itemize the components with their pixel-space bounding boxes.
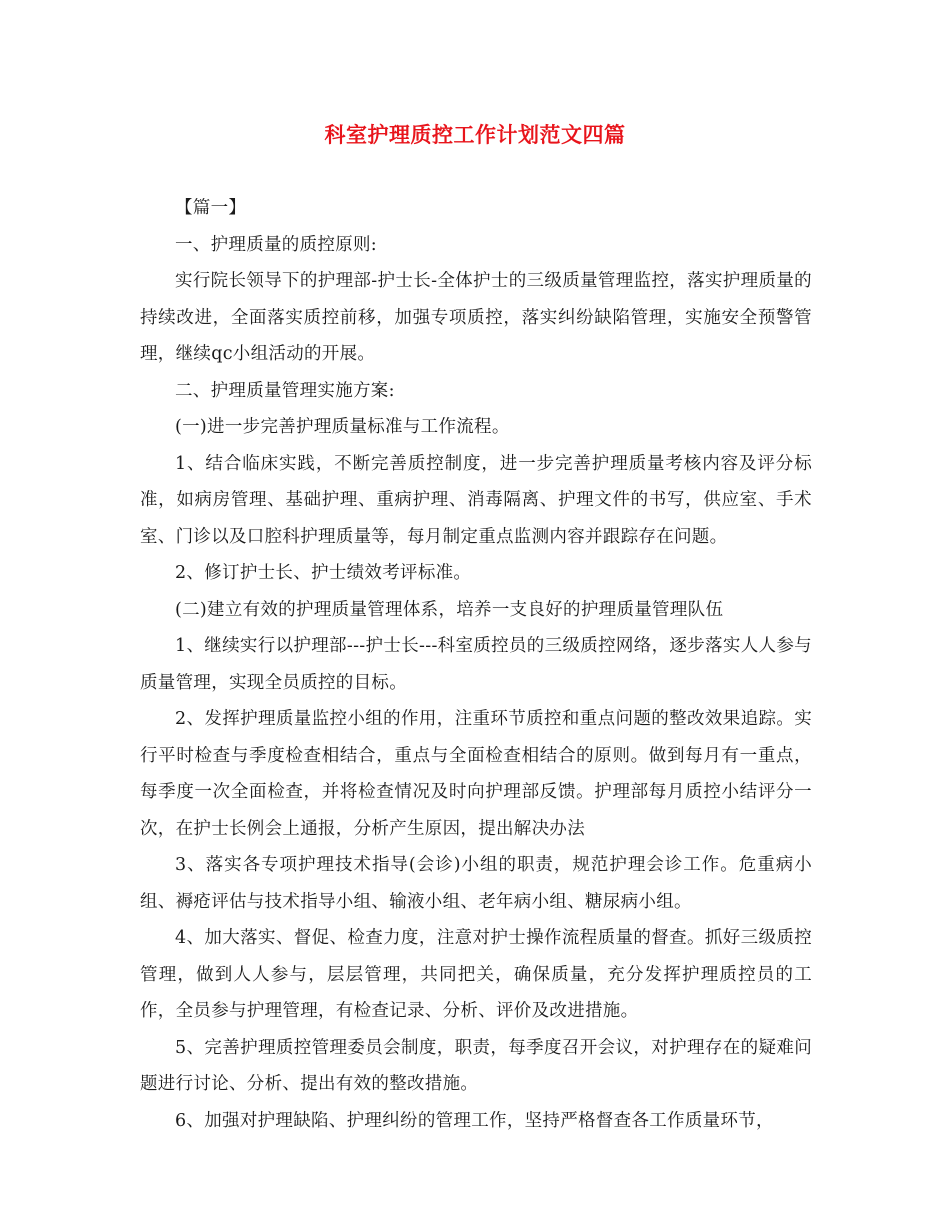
paragraph: 6、加强对护理缺陷、护理纠纷的管理工作，坚持严格督查各工作质量环节， <box>175 1110 774 1131</box>
paragraph: 1、结合临床实践，不断完善质控制度，进一步完善护理质量考核内容及评分标准，如病房管理、基础护理、重病护理、消毒隔离、护理文件的书写，供应室、手术室、门诊以及口腔科护理质量等，每月制定重点监测内容并跟踪存在问题。 <box>140 453 812 547</box>
document-body <box>140 190 812 1139</box>
paragraph: 1、继续实行以护理部---护士长---科室质控员的三级质控网络，逐步落实人人参与质量管理，实现全员质控的目标。 <box>140 636 812 693</box>
paragraph: 2、修订护士长、护士绩效考评标准。 <box>175 563 472 583</box>
paragraph: 3、落实各专项护理技术指导(会诊)小组的职责，规范护理会诊工作。危重病小组、褥疮评估与技术指导小组、输液小组、老年病小组、糖尿病小组。 <box>140 855 812 912</box>
paragraph: 4、加大落实、督促、检查力度，注意对护士操作流程质量的督查。抓好三级质控管理，做到人人参与，层层管理，共同把关，确保质量，充分发挥护理质控员的工作，全员参与护理管理，有检查记录、分析、评价及改进措施。 <box>140 928 812 1021</box>
document-title: 科室护理质控工作计划范文四篇 <box>324 122 626 147</box>
paragraph: 2、发挥护理质量监控小组的作用，注重环节质控和重点问题的整改效果追踪。实行平时检查与季度检查相结合，重点与全面检查相结合的原则。做到每月有一重点，每季度一次全面检查，并将检查情况及时向护理部反馈。护理部每月质控小结评分一次，在护士长例会上通报，分析产生原因，提出解决办法 <box>140 709 812 839</box>
paragraph: 二、护理质量管理实施方案: <box>175 380 395 401</box>
paragraph: 一、护理质量的质控原则: <box>175 234 377 255</box>
paragraph: 实行院长领导下的护理部-护士长-全体护士的三级质量管理监控，落实护理质量的持续改进，全面落实质控前移，加强专项质控，落实纠纷缺陷管理，实施安全预警管理，继续qc小组活动的开展。 <box>140 271 812 364</box>
paragraph: (一)进一步完善护理质量标准与工作流程。 <box>175 417 510 437</box>
paragraph: (二)建立有效的护理质量管理体系，培养一支良好的护理质量管理队伍 <box>175 599 724 620</box>
section-heading: 【篇一】 <box>175 198 247 218</box>
paragraph: 5、完善护理质控管理委员会制度，职责，每季度召开会议，对护理存在的疑难问题进行讨论、分析、提出有效的整改措施。 <box>140 1037 812 1094</box>
